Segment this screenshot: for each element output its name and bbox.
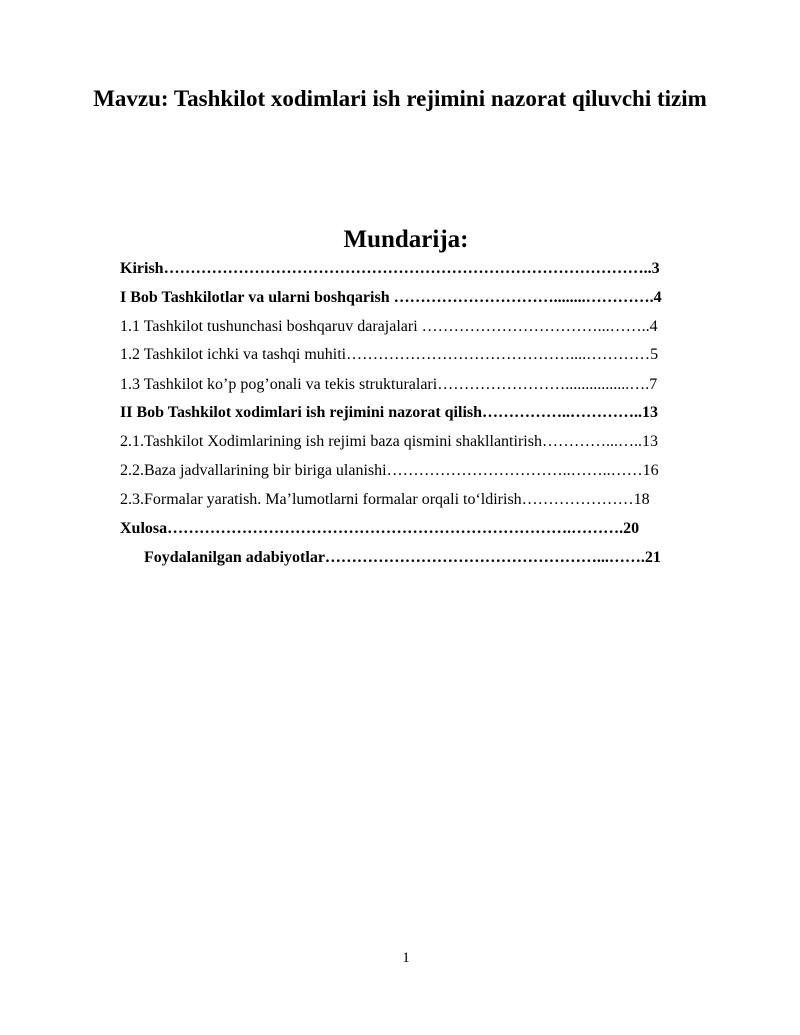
toc-entry-adabiyotlar: Foydalanilgan adabiyotlar……………………………………………...…….21 bbox=[144, 549, 661, 566]
document-title: Mavzu: Tashkilot xodimlari ish rejimini nazorat qiluvchi tizim bbox=[93, 86, 707, 111]
page-number: 1 bbox=[402, 950, 410, 966]
toc-entry-2-1: 2.1.Tashkilot Xodimlarining ish rejimi baza qismini shakllantirish…………...…..13 bbox=[120, 433, 658, 450]
toc-entry-kirish: Kirish………………………………………………………………………………..3 bbox=[120, 260, 660, 277]
toc-entry-1-1: 1.1 Tashkilot tushunchasi boshqaruv darajalari ……………………………...……..4 bbox=[120, 318, 658, 335]
toc-entry-2-2: 2.2.Baza jadvallarining bir biriga ulanishi……………………………..……..……16 bbox=[120, 462, 659, 479]
toc-entry-chapter-1: I Bob Tashkilotlar va ularni boshqarish …………………………........………….4 bbox=[120, 289, 662, 306]
toc-entry-xulosa: Xulosa………………………………………………………………….……….20 bbox=[120, 520, 640, 537]
toc-entry-1-3: 1.3 Tashkilot ko’p pog’onali va tekis strukturalari……………………................….7 bbox=[120, 376, 658, 393]
toc-heading: Mundarija: bbox=[343, 226, 469, 253]
toc-entry-2-3: 2.3.Formalar yaratish. Ma’lumotlarni formalar orqali to‘ldirish…………………18 bbox=[120, 491, 650, 508]
toc-entry-1-2: 1.2 Tashkilot ichki va tashqi muhiti……………………………………....…………5 bbox=[120, 346, 659, 363]
toc-entry-chapter-2: II Bob Tashkilot xodimlari ish rejimini nazorat qilish……………..…………..13 bbox=[120, 404, 659, 421]
